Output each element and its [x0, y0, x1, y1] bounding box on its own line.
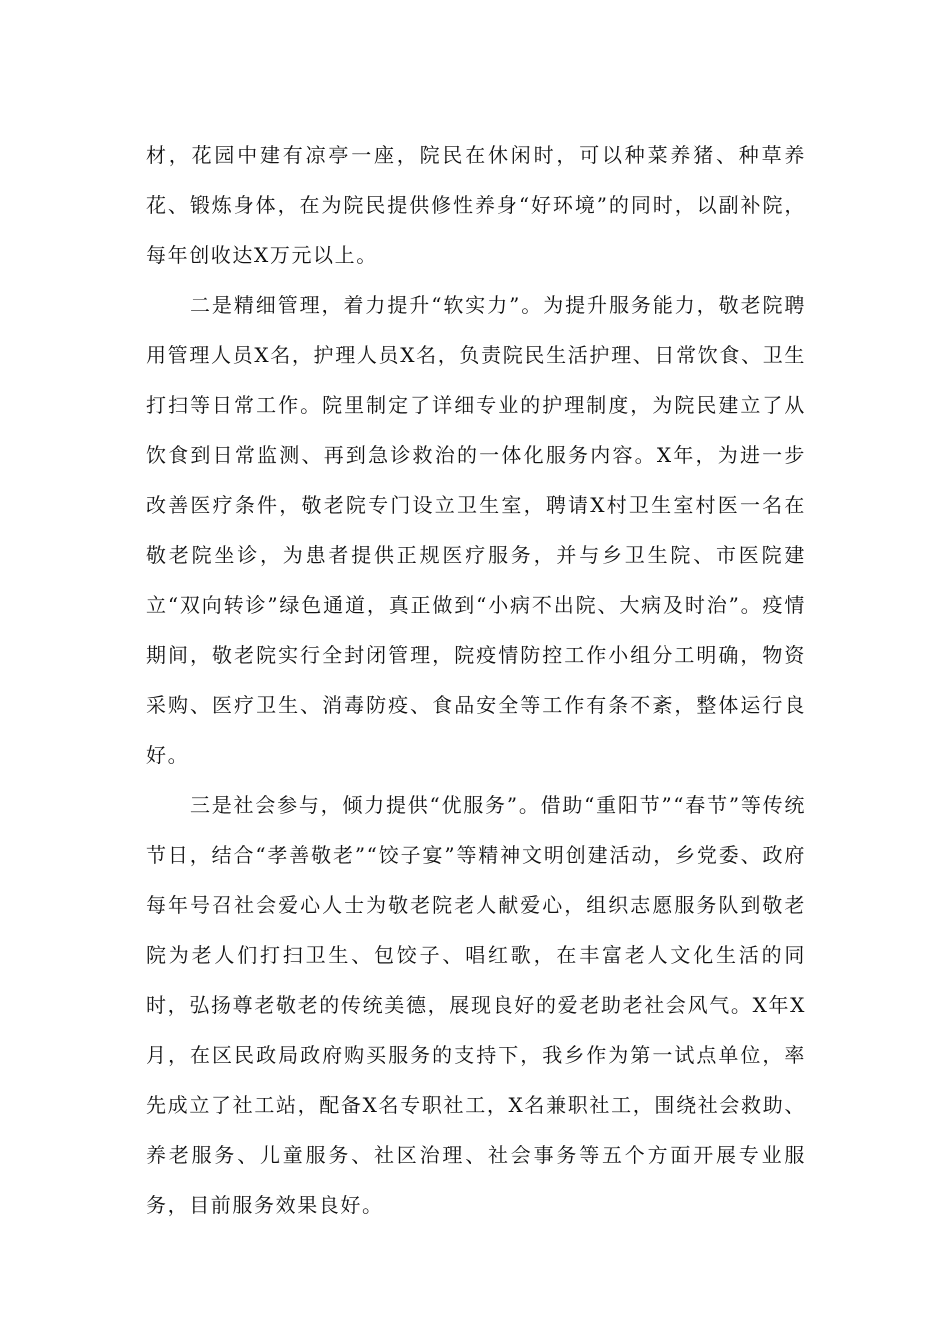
paragraph-social-participation: 三是社会参与，倾力提供“优服务”。借助“重阳节”“春节”等传统节日，结合“孝善敬老”“饺子宴”等精神文明创建活动，乡党委、政府每年号召社会爱心人士为敬老院老人献爱心，组织志愿服务队到敬老院为老人们打扫卫生、包饺子、唱红歌，在丰富老人文化生活的同时，弘扬尊老敬老的传统美德，展现良好的爱老助老社会风气。X年X月，在区民政局政府购买服务的支持下，我乡作为第一试点单位，率先成立了社工站，配备X名专职社工，X名兼职社工，围绕社会救助、养老服务、儿童服务、社区治理、社会事务等五个方面开展专业服务，目前服务效果良好。 — [146, 793, 806, 1217]
paragraph-continuation: 材，花园中建有凉亭一座，院民在休闲时，可以种菜养猪、种草养花、锻炼身体，在为院民提供修性养身“好环境”的同时，以副补院，每年创收达X万元以上。 — [146, 143, 806, 267]
document-body — [146, 130, 806, 1230]
paragraph-fine-management: 二是精细管理，着力提升“软实力”。为提升服务能力，敬老院聘用管理人员X名，护理人员X名，负责院民生活护理、日常饮食、卫生打扫等日常工作。院里制定了详细专业的护理制度，为院民建立了从饮食到日常监测、再到急诊救治的一体化服务内容。X年，为进一步改善医疗条件，敬老院专门设立卫生室，聘请X村卫生室村医一名在敬老院坐诊，为患者提供正规医疗服务，并与乡卫生院、市医院建立“双向转诊”绿色通道，真正做到“小病不出院、大病及时治”。疫情期间，敬老院实行全封闭管理，院疫情防控工作小组分工明确，物资采购、医疗卫生、消毒防疫、食品安全等工作有条不紊，整体运行良好。 — [146, 293, 806, 767]
